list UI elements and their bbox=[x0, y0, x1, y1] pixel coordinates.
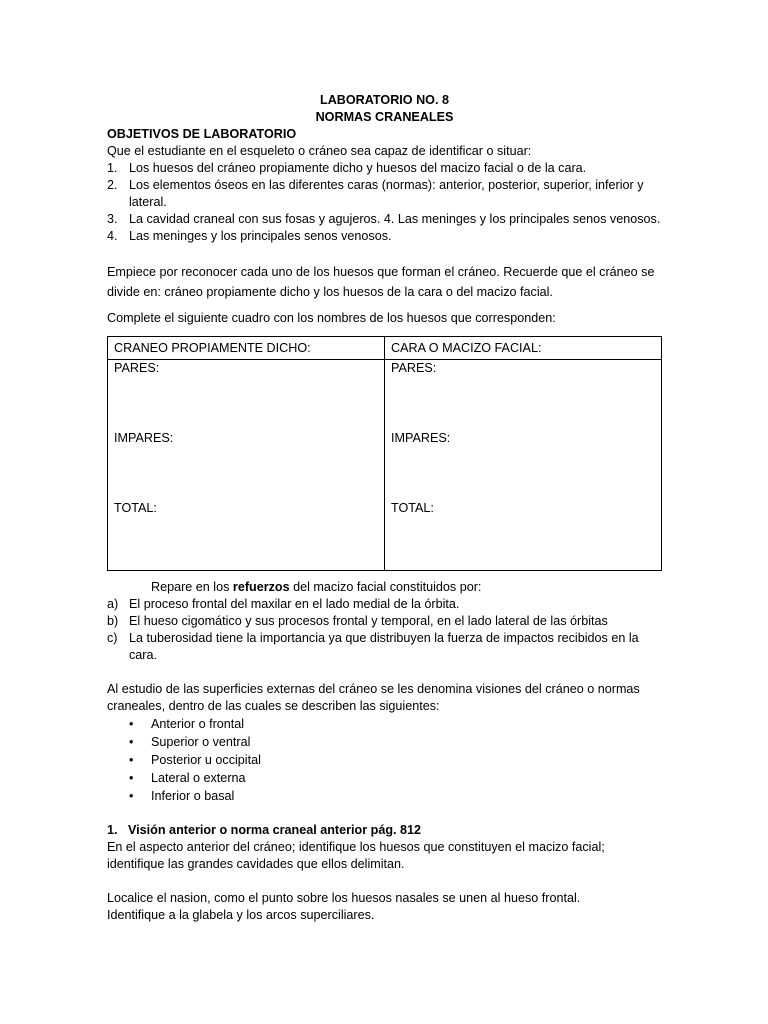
table-cell-cranium[interactable] bbox=[108, 360, 385, 571]
refuerzos-text-before: Repare en los bbox=[151, 580, 233, 594]
list-marker: 3. bbox=[107, 212, 118, 226]
list-marker: a) bbox=[107, 597, 119, 611]
bullet-marker: • bbox=[129, 753, 134, 767]
intro-paragraph: Empiece por reconocer cada uno de los huesos que forman el cráneo. Recuerde que el cráneo se divide en: cráneo propiamente dicho y los huesos de la cara o del macizo facial. bbox=[107, 265, 655, 299]
impares-label: IMPARES: bbox=[114, 431, 174, 445]
list-text: El proceso frontal del maxilar en el lado medial de la órbita. bbox=[129, 597, 460, 611]
list-item bbox=[107, 715, 662, 733]
list-item bbox=[107, 160, 662, 177]
list-item bbox=[107, 769, 662, 787]
objectives-list bbox=[107, 160, 662, 245]
list-text: El hueso cigomático y sus procesos frontal y temporal, en el lado lateral de las órbitas bbox=[129, 614, 608, 628]
list-marker: 1. bbox=[107, 161, 118, 175]
list-text: Los huesos del cráneo propiamente dicho y huesos del macizo facial o de la cara. bbox=[129, 161, 587, 175]
section1-nasion-line: Localice el nasion, como el punto sobre los huesos nasales se unen al hueso frontal. bbox=[107, 891, 581, 905]
list-text: La cavidad craneal con sus fosas y agujeros. 4. Las meninges y los principales senos venosos. bbox=[129, 212, 661, 226]
bullet-marker: • bbox=[129, 717, 134, 731]
list-marker: c) bbox=[107, 631, 118, 645]
list-item bbox=[107, 630, 662, 664]
impares-label: IMPARES: bbox=[391, 431, 451, 445]
list-text: Posterior u occipital bbox=[151, 753, 261, 767]
refuerzos-intro bbox=[107, 579, 662, 596]
pares-label: PARES: bbox=[391, 361, 437, 375]
document-subtitle: NORMAS CRANEALES bbox=[315, 110, 454, 124]
list-marker: 4. bbox=[107, 229, 118, 243]
list-text: Lateral o externa bbox=[151, 771, 246, 785]
section1-paragraph: En el aspecto anterior del cráneo; identifique los huesos que constituyen el macizo facial; identifique las grandes cavidades que ellos delimitan. bbox=[107, 840, 605, 871]
objectives-heading: OBJETIVOS DE LABORATORIO bbox=[107, 127, 297, 141]
normas-list bbox=[107, 715, 662, 805]
list-item bbox=[107, 228, 662, 245]
table-instruction: Complete el siguiente cuadro con los nombres de los huesos que corresponden: bbox=[107, 311, 556, 325]
list-item bbox=[107, 613, 662, 630]
list-marker: b) bbox=[107, 614, 119, 628]
bullet-marker: • bbox=[129, 789, 134, 803]
bones-table bbox=[107, 336, 662, 571]
list-item bbox=[107, 596, 662, 613]
list-item bbox=[107, 211, 662, 228]
table-cell-face[interactable] bbox=[385, 360, 662, 571]
bullet-marker: • bbox=[129, 735, 134, 749]
document-page bbox=[107, 92, 662, 924]
total-label: TOTAL: bbox=[391, 501, 434, 515]
pares-label: PARES: bbox=[114, 361, 160, 375]
refuerzos-keyword: refuerzos bbox=[232, 580, 290, 594]
list-item bbox=[107, 177, 662, 211]
list-marker: 2. bbox=[107, 178, 118, 192]
objectives-intro: Que el estudiante en el esqueleto o cráneo sea capaz de identificar o situar: bbox=[107, 144, 532, 158]
section1-glabela-line: Identifique a la glabela y los arcos superciliares. bbox=[107, 908, 375, 922]
list-item bbox=[107, 751, 662, 769]
list-text: Superior o ventral bbox=[151, 735, 251, 749]
list-text: Los elementos óseos en las diferentes caras (normas): anterior, posterior, superior, inferior y lateral. bbox=[129, 178, 644, 209]
list-text: Las meninges y los principales senos venosos. bbox=[129, 229, 392, 243]
bullet-marker: • bbox=[129, 771, 134, 785]
list-item bbox=[107, 787, 662, 805]
list-text: La tuberosidad tiene la importancia ya que distribuyen la fuerza de impactos recibidos en la cara. bbox=[129, 631, 639, 662]
list-text: Anterior o frontal bbox=[151, 717, 245, 731]
refuerzos-text-after: del macizo facial constituidos por: bbox=[289, 580, 482, 594]
table-header-face: CARA O MACIZO FACIAL: bbox=[385, 337, 662, 360]
table-header-cranium: CRANEO PROPIAMENTE DICHO: bbox=[108, 337, 385, 360]
total-label: TOTAL: bbox=[114, 501, 157, 515]
normas-intro: Al estudio de las superficies externas del cráneo se les denomina visiones del cráneo o normas craneales, dentro de las cuales se describen las siguientes: bbox=[107, 682, 640, 713]
list-text: Inferior o basal bbox=[151, 789, 235, 803]
list-item bbox=[107, 733, 662, 751]
refuerzos-list bbox=[107, 596, 662, 664]
document-title: LABORATORIO NO. 8 bbox=[320, 93, 449, 107]
section1-heading: 1. Visión anterior o norma craneal anterior pág. 812 bbox=[107, 823, 422, 837]
